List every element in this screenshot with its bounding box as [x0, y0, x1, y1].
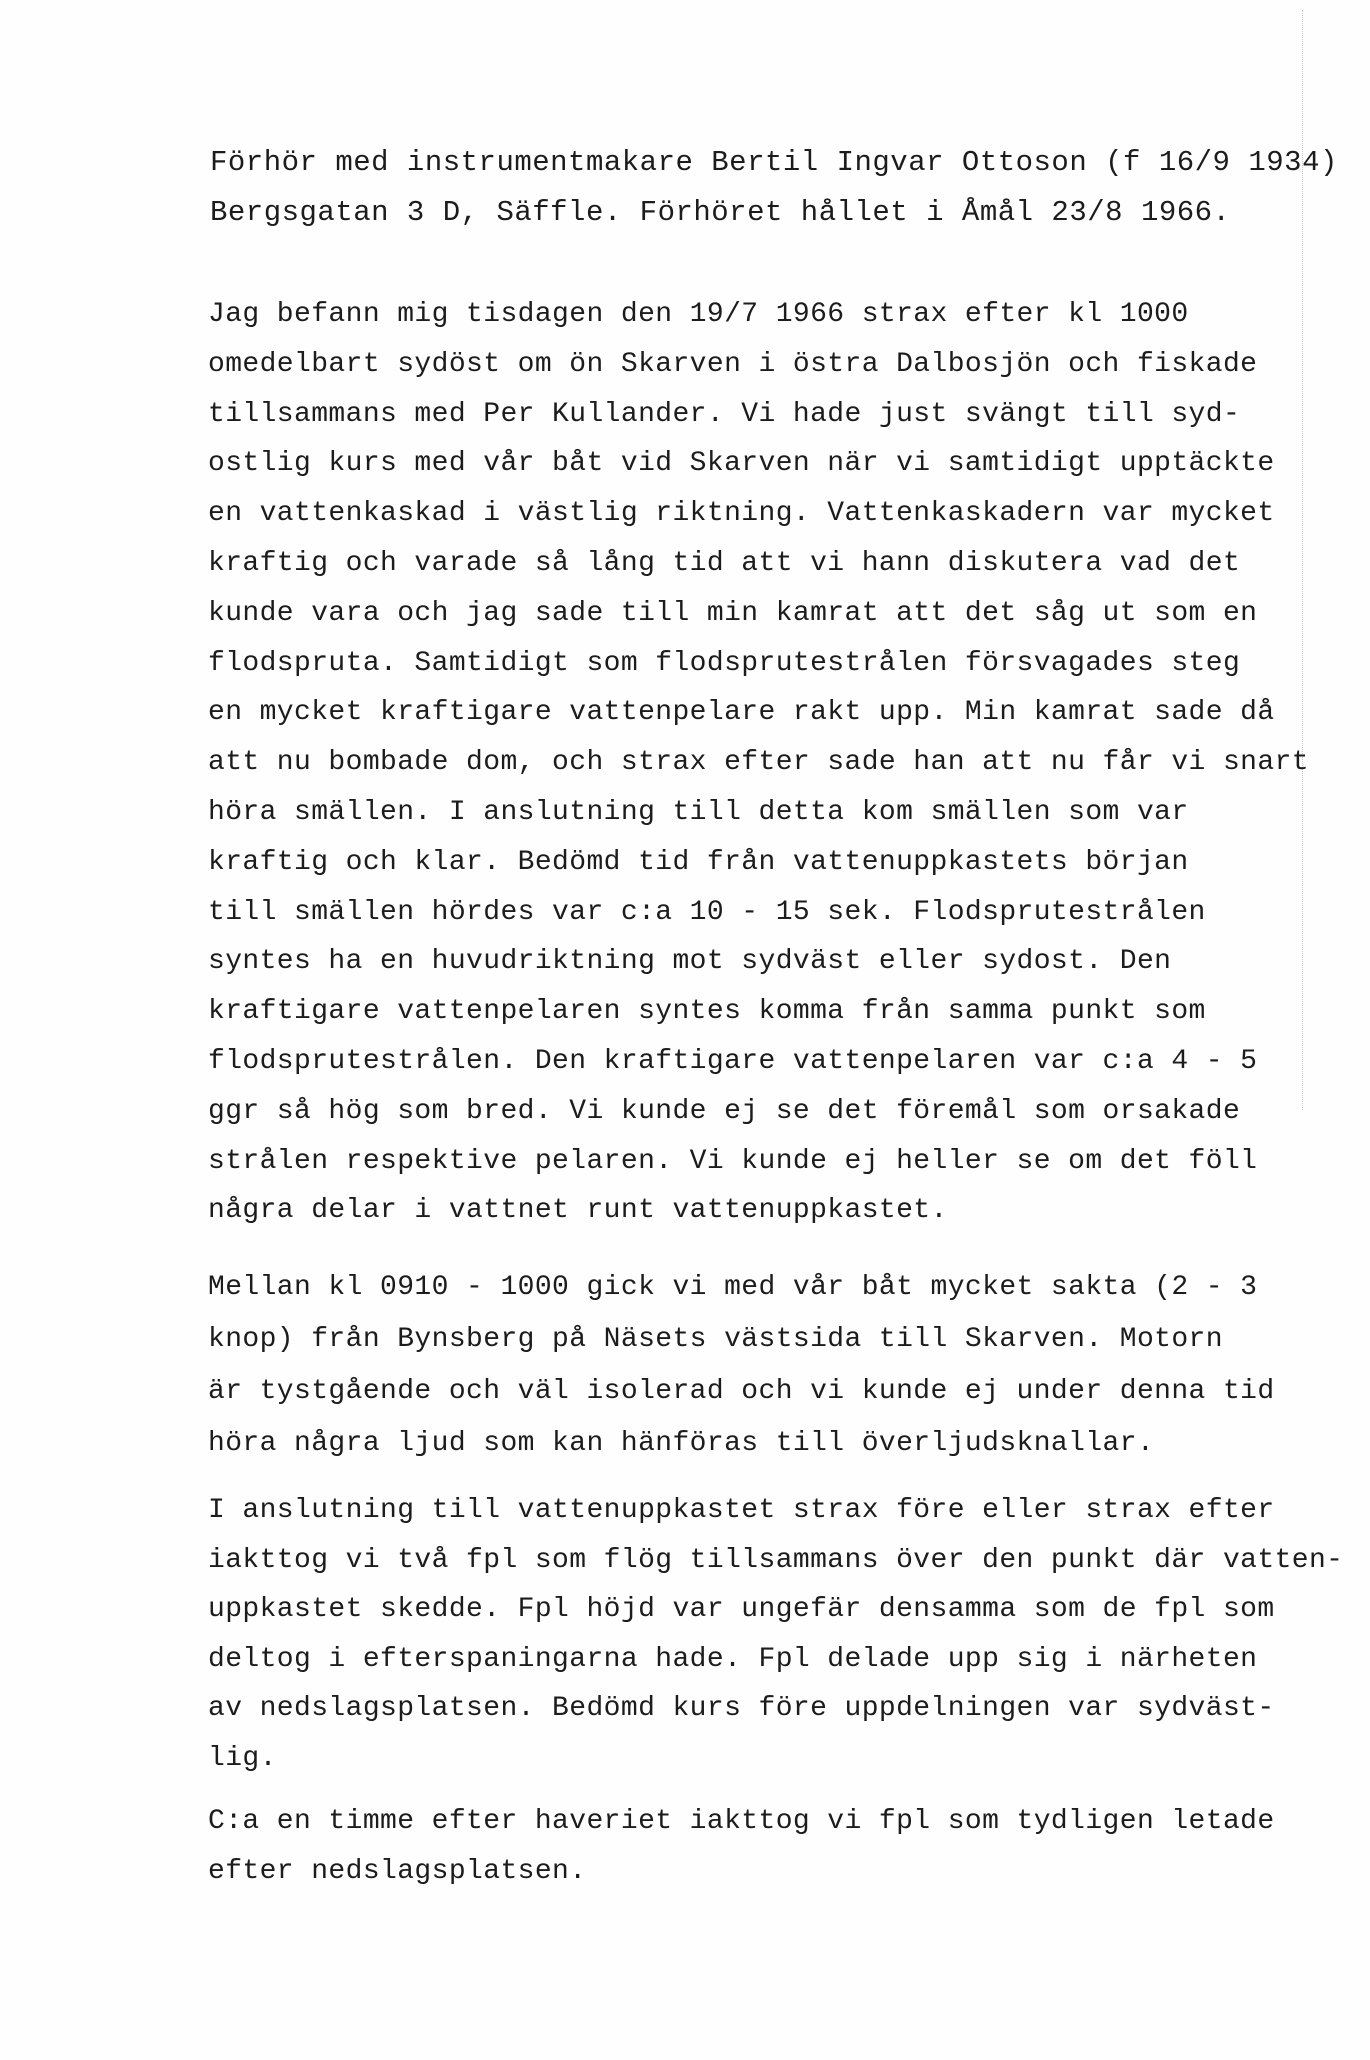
text-line: kraftig och varade så lång tid att vi hann diskutera vad det	[208, 547, 1241, 579]
paragraph-aircraft	[208, 1486, 1344, 1783]
text-line: Jag befann mig tisdagen den 19/7 1966 strax efter kl 1000	[208, 299, 1189, 330]
text-line: flodsprutestrålen. Den kraftigare vattenpelaren var c:a 4 - 5	[208, 1045, 1258, 1077]
text-line: deltog i efterspaningarna hade. Fpl delade upp sig i närheten	[208, 1643, 1258, 1675]
text-line: syntes ha en huvudriktning mot sydväst eller sydost. Den	[208, 946, 1172, 978]
text-line: knop) från Bynsberg på Näsets västsida till Skarven. Motorn	[208, 1324, 1223, 1355]
text-line: kraftig och klar. Bedömd tid från vattenuppkastets början	[208, 846, 1189, 878]
text-line: av nedslagsplatsen. Bedömd kurs före uppdelningen var sydväst-	[208, 1693, 1275, 1724]
text-line: en mycket kraftigare vattenpelare rakt upp. Min kamrat sade då	[208, 697, 1275, 729]
text-line: kunde vara och jag sade till min kamrat att det såg ut som en	[208, 597, 1258, 629]
text-line: att nu bombade dom, och strax efter sade han att nu får vi snart	[208, 747, 1309, 779]
text-line: I anslutning till vattenuppkastet strax före eller strax efter	[208, 1495, 1275, 1526]
heading-line: Förhör med instrumentmakare Bertil Ingvar Ottoson (f 16/9 1934)	[210, 146, 1338, 179]
text-line: ostlig kurs med vår båt vid Skarven när vi samtidigt upptäckte	[208, 448, 1275, 480]
text-line: är tystgående och väl isolerad och vi kunde ej under denna tid	[208, 1376, 1275, 1407]
text-line: C:a en timme efter haveriet iakttog vi fpl som tydligen letade	[208, 1806, 1275, 1837]
paragraph-observation	[208, 290, 1328, 1236]
text-line: omedelbart sydöst om ön Skarven i östra Dalbosjön och fiskade	[208, 348, 1258, 380]
text-line: en vattenkaskad i västlig riktning. Vattenkaskadern var mycket	[208, 498, 1275, 530]
text-line: Mellan kl 0910 - 1000 gick vi med vår båt mycket sakta (2 - 3	[208, 1272, 1258, 1303]
text-line: flodspruta. Samtidigt som flodsprutestrålen försvagades steg	[208, 647, 1241, 679]
text-line: kraftigare vattenpelaren syntes komma från samma punkt som	[208, 996, 1206, 1028]
text-line: uppkastet skedde. Fpl höjd var ungefär densamma som de fpl som	[208, 1594, 1275, 1625]
heading-line: Bergsgatan 3 D, Säffle. Förhöret hållet i Åmål 23/8 1966.	[210, 196, 1231, 229]
text-line: höra några ljud som kan hänföras till överljudsknallar.	[208, 1428, 1155, 1459]
text-line: iakttog vi två fpl som flög tillsammans över den punkt där vatten-	[208, 1544, 1344, 1576]
text-line: efter nedslagsplatsen.	[208, 1856, 587, 1887]
paragraph-boat-trip	[208, 1262, 1328, 1470]
text-line: till smällen hördes var c:a 10 - 15 sek. Flodsprutestrålen	[208, 896, 1206, 928]
document-heading	[210, 138, 1338, 238]
paragraph-search	[208, 1797, 1328, 1897]
text-line: tillsammans med Per Kullander. Vi hade just svängt till syd-	[208, 398, 1241, 430]
text-line: lig.	[208, 1742, 277, 1774]
text-line: några delar i vattnet runt vattenuppkastet.	[208, 1195, 948, 1227]
text-line: strålen respektive pelaren. Vi kunde ej heller se om det föll	[208, 1145, 1258, 1177]
text-line: ggr så hög som bred. Vi kunde ej se det föremål som orsakade	[208, 1095, 1241, 1127]
text-line: höra smällen. I anslutning till detta kom smällen som var	[208, 796, 1189, 828]
